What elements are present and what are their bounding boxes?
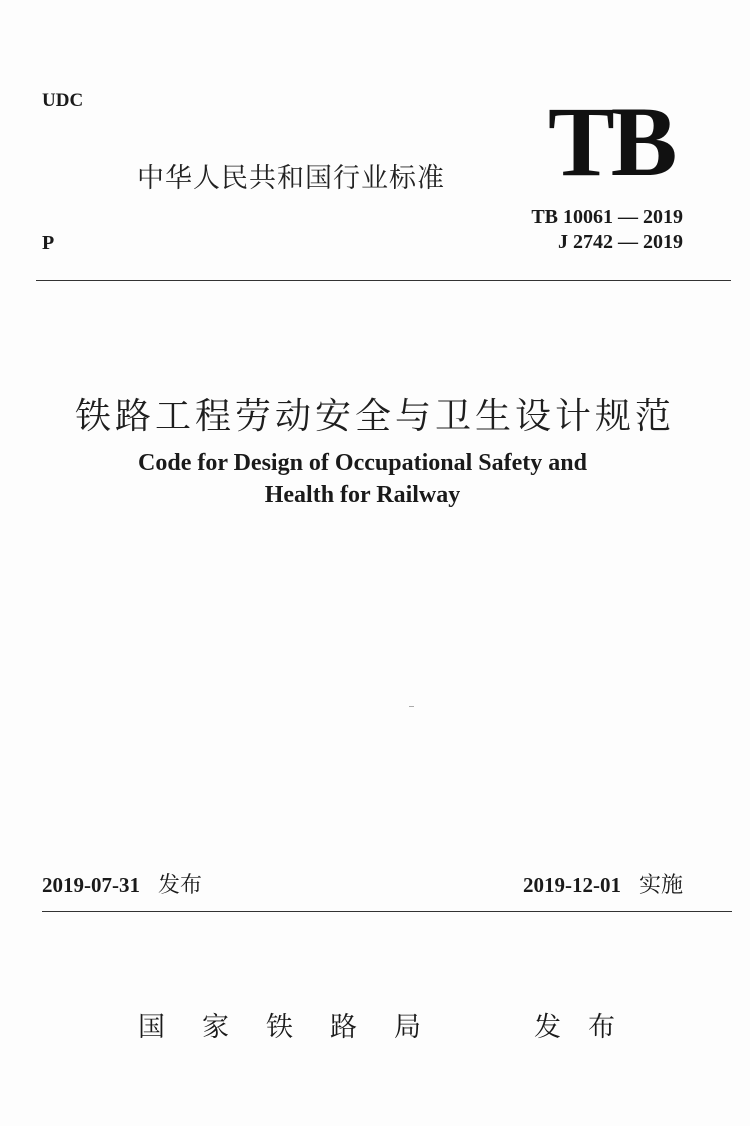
print-speck xyxy=(409,706,414,707)
industry-standard-heading: 中华人民共和国行业标准 xyxy=(137,163,445,194)
issue-date-block xyxy=(42,868,202,899)
issue-date: 2019-07-31 xyxy=(42,873,140,897)
issue-label: 发布 xyxy=(158,873,203,898)
publish-label: 发布 xyxy=(534,1012,642,1043)
bottom-divider xyxy=(42,911,732,912)
top-divider xyxy=(36,280,731,281)
classification-code: P xyxy=(42,232,55,254)
english-title xyxy=(0,447,725,511)
publisher-name: 国家铁路局 xyxy=(138,1012,458,1043)
standard-number: TB 10061 — 2019 xyxy=(531,206,683,228)
record-number: J 2742 — 2019 xyxy=(558,231,683,253)
udc-label: UDC xyxy=(42,90,84,111)
english-title-line-1: Code for Design of Occupational Safety and xyxy=(138,450,587,476)
implementation-label: 实施 xyxy=(638,873,683,898)
english-title-line-2: Health for Railway xyxy=(264,482,461,508)
implementation-date-block xyxy=(523,868,683,899)
implementation-date: 2019-12-01 xyxy=(522,873,621,897)
tb-logo: TB xyxy=(548,86,674,197)
standard-number-block xyxy=(531,205,683,255)
chinese-title: 铁路工程劳动安全与卫生设计规范 xyxy=(74,396,675,437)
